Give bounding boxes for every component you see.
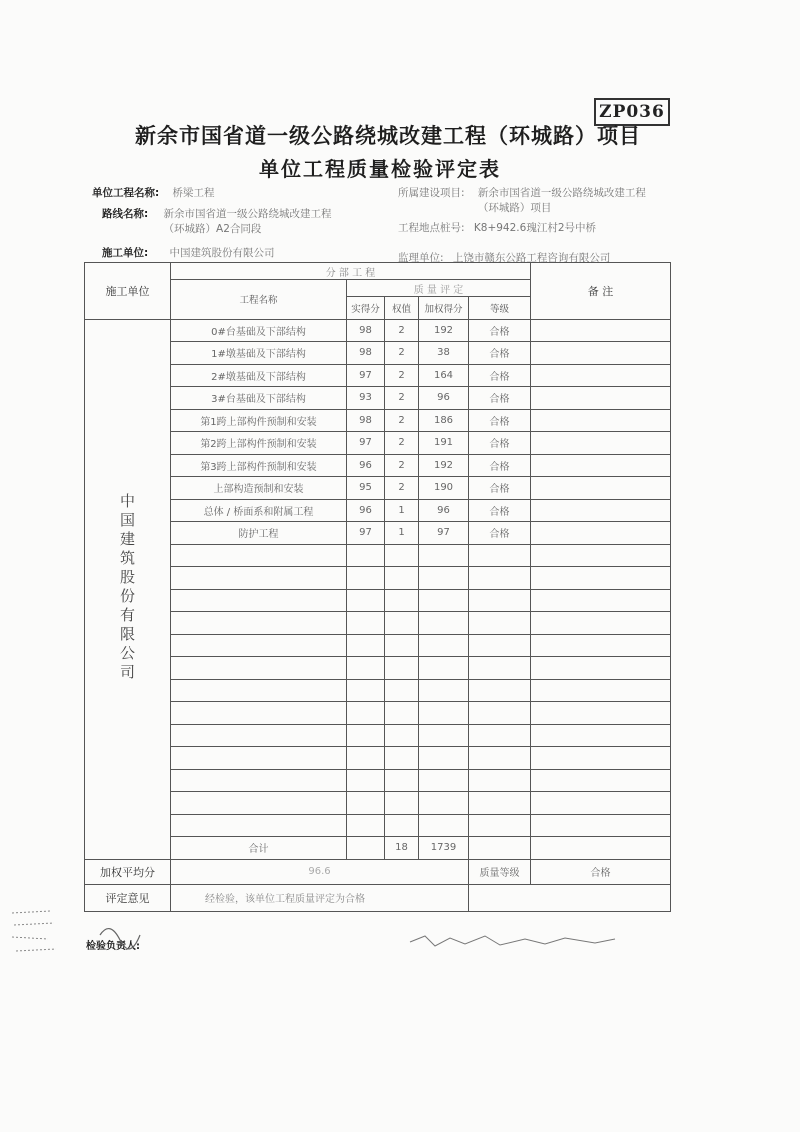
row-grade: 合格 bbox=[469, 499, 531, 522]
row-grade bbox=[469, 747, 531, 770]
row-grade: 合格 bbox=[469, 522, 531, 545]
row-project-name: 第2跨上部构件预制和安装 bbox=[171, 432, 347, 455]
weight-header: 权值 bbox=[385, 297, 419, 320]
table-row bbox=[85, 724, 671, 747]
page-subtitle: 单位工程质量检验评定表 bbox=[259, 157, 501, 181]
margin-scribble bbox=[10, 895, 160, 965]
row-project-name: 2#墩基础及下部结构 bbox=[171, 364, 347, 387]
row-weighted-score bbox=[419, 724, 469, 747]
contractor-label: 施工单位: bbox=[102, 247, 149, 259]
row-weight: 2 bbox=[385, 319, 419, 342]
route-name-value-1: 新余市国省道一级公路绕城改建工程 bbox=[163, 208, 332, 220]
row-grade bbox=[469, 612, 531, 635]
row-score bbox=[347, 724, 385, 747]
row-remarks bbox=[531, 769, 671, 792]
row-weighted-score: 38 bbox=[419, 342, 469, 365]
row-score: 98 bbox=[347, 409, 385, 432]
row-project-name bbox=[171, 702, 347, 725]
table-row bbox=[85, 522, 671, 545]
unit-name-field bbox=[92, 185, 215, 200]
row-project-name bbox=[171, 612, 347, 635]
row-score: 97 bbox=[347, 522, 385, 545]
row-weight: 2 bbox=[385, 387, 419, 410]
unit-name-value: 桥梁工程 bbox=[172, 187, 215, 199]
row-score: 98 bbox=[347, 342, 385, 365]
row-grade: 合格 bbox=[469, 387, 531, 410]
total-label: 合计 bbox=[171, 837, 347, 860]
quality-grade-value: 合格 bbox=[531, 859, 671, 884]
row-score: 97 bbox=[347, 432, 385, 455]
row-project-name: 上部构造预制和安装 bbox=[171, 477, 347, 500]
row-grade bbox=[469, 724, 531, 747]
row-remarks bbox=[531, 409, 671, 432]
page-title: 新余市国省道一级公路绕城改建工程（环城路）项目 bbox=[135, 124, 641, 148]
row-weight: 2 bbox=[385, 342, 419, 365]
row-grade bbox=[469, 814, 531, 837]
row-remarks bbox=[531, 364, 671, 387]
row-weighted-score: 96 bbox=[419, 499, 469, 522]
table-row bbox=[85, 342, 671, 365]
row-project-name: 3#台基础及下部结构 bbox=[171, 387, 347, 410]
row-weight bbox=[385, 769, 419, 792]
row-weighted-score: 192 bbox=[419, 454, 469, 477]
row-grade bbox=[469, 567, 531, 590]
row-weight: 1 bbox=[385, 499, 419, 522]
row-remarks bbox=[531, 792, 671, 815]
supervisor-value: 上饶市赣东公路工程咨询有限公司 bbox=[452, 252, 611, 264]
total-row bbox=[85, 837, 671, 860]
quality-subheader: 质 量 评 定 bbox=[347, 280, 531, 297]
row-weighted-score bbox=[419, 747, 469, 770]
row-remarks bbox=[531, 342, 671, 365]
station-field bbox=[398, 220, 596, 235]
row-weighted-score bbox=[419, 634, 469, 657]
table-row bbox=[85, 544, 671, 567]
row-weight bbox=[385, 747, 419, 770]
row-remarks bbox=[531, 747, 671, 770]
weighted-average-label: 加权平均分 bbox=[85, 859, 171, 884]
row-project-name bbox=[171, 792, 347, 815]
row-remarks bbox=[531, 432, 671, 455]
row-remarks bbox=[531, 387, 671, 410]
project-name-header: 工程名称 bbox=[171, 280, 347, 320]
row-score bbox=[347, 747, 385, 770]
row-score bbox=[347, 567, 385, 590]
table-row bbox=[85, 657, 671, 680]
row-weight: 2 bbox=[385, 409, 419, 432]
grade-header: 等级 bbox=[469, 297, 531, 320]
row-weight bbox=[385, 634, 419, 657]
score-header: 实得分 bbox=[347, 297, 385, 320]
row-weight bbox=[385, 567, 419, 590]
row-project-name: 第1跨上部构件预制和安装 bbox=[171, 409, 347, 432]
row-weighted-score bbox=[419, 567, 469, 590]
row-grade bbox=[469, 792, 531, 815]
row-weight: 1 bbox=[385, 522, 419, 545]
row-remarks bbox=[531, 567, 671, 590]
row-weight bbox=[385, 679, 419, 702]
row-weight bbox=[385, 612, 419, 635]
table-body bbox=[85, 319, 671, 859]
row-project-name bbox=[171, 657, 347, 680]
table-row bbox=[85, 567, 671, 590]
row-remarks bbox=[531, 499, 671, 522]
row-weight bbox=[385, 589, 419, 612]
row-score: 93 bbox=[347, 387, 385, 410]
row-score bbox=[347, 657, 385, 680]
row-weighted-score bbox=[419, 544, 469, 567]
table-row bbox=[85, 409, 671, 432]
total-weight: 18 bbox=[385, 837, 419, 860]
form-code: ZP036 bbox=[594, 98, 670, 126]
quality-table bbox=[84, 262, 671, 912]
row-project-name: 1#墩基础及下部结构 bbox=[171, 342, 347, 365]
assessment-blank bbox=[469, 884, 671, 911]
weighted-score-header: 加权得分 bbox=[419, 297, 469, 320]
unit-name-label: 单位工程名称: bbox=[92, 187, 160, 199]
row-weight: 2 bbox=[385, 364, 419, 387]
row-score bbox=[347, 769, 385, 792]
row-project-name: 第3跨上部构件预制和安装 bbox=[171, 454, 347, 477]
row-remarks bbox=[531, 454, 671, 477]
row-score bbox=[347, 544, 385, 567]
total-remarks bbox=[531, 837, 671, 860]
row-grade bbox=[469, 634, 531, 657]
row-weight bbox=[385, 814, 419, 837]
row-project-name bbox=[171, 747, 347, 770]
row-remarks bbox=[531, 522, 671, 545]
row-grade: 合格 bbox=[469, 454, 531, 477]
row-remarks bbox=[531, 814, 671, 837]
row-weight bbox=[385, 792, 419, 815]
table-row bbox=[85, 814, 671, 837]
row-grade: 合格 bbox=[469, 432, 531, 455]
row-project-name bbox=[171, 724, 347, 747]
weighted-average-value: 96.6 bbox=[171, 859, 469, 884]
row-grade bbox=[469, 702, 531, 725]
station-label: 工程地点桩号: bbox=[398, 222, 465, 234]
row-remarks bbox=[531, 657, 671, 680]
row-score bbox=[347, 702, 385, 725]
row-remarks bbox=[531, 702, 671, 725]
contractor-value: 中国建筑股份有限公司 bbox=[169, 247, 275, 259]
assessment-value: 经检验，该单位工程质量评定为合格 bbox=[171, 884, 469, 911]
row-grade bbox=[469, 769, 531, 792]
row-score: 95 bbox=[347, 477, 385, 500]
row-score bbox=[347, 612, 385, 635]
row-remarks bbox=[531, 319, 671, 342]
row-score bbox=[347, 589, 385, 612]
row-project-name: 防护工程 bbox=[171, 522, 347, 545]
route-name-label: 路线名称: bbox=[102, 208, 149, 220]
row-weight bbox=[385, 702, 419, 725]
row-project-name bbox=[171, 634, 347, 657]
row-remarks bbox=[531, 477, 671, 500]
row-score: 97 bbox=[347, 364, 385, 387]
row-grade bbox=[469, 544, 531, 567]
project-value-1: 新余市国省道一级公路绕城改建工程 bbox=[477, 187, 646, 199]
table-row bbox=[85, 589, 671, 612]
row-grade bbox=[469, 589, 531, 612]
row-weighted-score: 191 bbox=[419, 432, 469, 455]
row-weighted-score bbox=[419, 612, 469, 635]
row-grade: 合格 bbox=[469, 477, 531, 500]
assessment-label: 评定意见 bbox=[85, 884, 171, 911]
row-grade bbox=[469, 657, 531, 680]
row-weighted-score bbox=[419, 792, 469, 815]
table-row bbox=[85, 477, 671, 500]
row-grade: 合格 bbox=[469, 409, 531, 432]
project-value-2: （环城路）项目 bbox=[477, 202, 552, 214]
row-grade: 合格 bbox=[469, 364, 531, 387]
row-grade: 合格 bbox=[469, 342, 531, 365]
row-remarks bbox=[531, 612, 671, 635]
row-project-name bbox=[171, 769, 347, 792]
total-grade bbox=[469, 837, 531, 860]
table-row bbox=[85, 499, 671, 522]
row-score bbox=[347, 679, 385, 702]
row-project-name bbox=[171, 589, 347, 612]
row-score bbox=[347, 634, 385, 657]
row-grade: 合格 bbox=[469, 319, 531, 342]
total-weighted-score: 1739 bbox=[419, 837, 469, 860]
table-row bbox=[85, 634, 671, 657]
row-project-name bbox=[171, 814, 347, 837]
signature-scribble bbox=[405, 930, 625, 952]
row-weight: 2 bbox=[385, 454, 419, 477]
route-name-value-2: （环城路）A2合同段 bbox=[163, 223, 262, 235]
row-remarks bbox=[531, 679, 671, 702]
row-remarks bbox=[531, 544, 671, 567]
contractor-field bbox=[102, 245, 275, 260]
row-project-name: 0#台基础及下部结构 bbox=[171, 319, 347, 342]
row-remarks bbox=[531, 589, 671, 612]
table-row bbox=[85, 364, 671, 387]
row-weighted-score bbox=[419, 589, 469, 612]
table-row bbox=[85, 702, 671, 725]
row-weighted-score bbox=[419, 814, 469, 837]
table-row bbox=[85, 792, 671, 815]
row-remarks bbox=[531, 634, 671, 657]
row-score: 96 bbox=[347, 499, 385, 522]
table-row bbox=[85, 612, 671, 635]
row-score: 96 bbox=[347, 454, 385, 477]
table-row bbox=[85, 747, 671, 770]
row-project-name bbox=[171, 567, 347, 590]
quality-grade-label: 质量等级 bbox=[469, 859, 531, 884]
table-row bbox=[85, 432, 671, 455]
row-weighted-score: 164 bbox=[419, 364, 469, 387]
row-weight: 2 bbox=[385, 432, 419, 455]
row-weighted-score: 186 bbox=[419, 409, 469, 432]
contractor-column-header: 施工单位 bbox=[85, 263, 171, 320]
table-row bbox=[85, 387, 671, 410]
table-row bbox=[85, 454, 671, 477]
row-project-name bbox=[171, 679, 347, 702]
remarks-header: 备 注 bbox=[531, 263, 671, 320]
row-weighted-score bbox=[419, 702, 469, 725]
row-weight: 2 bbox=[385, 477, 419, 500]
project-field bbox=[398, 185, 646, 215]
row-weight bbox=[385, 657, 419, 680]
row-weighted-score: 97 bbox=[419, 522, 469, 545]
contractor-vertical-text: 中国建筑股份有限公司 bbox=[118, 492, 136, 683]
row-weight bbox=[385, 724, 419, 747]
table-row bbox=[85, 679, 671, 702]
row-weighted-score: 192 bbox=[419, 319, 469, 342]
row-score bbox=[347, 814, 385, 837]
row-project-name: 总体 / 桥面系和附属工程 bbox=[171, 499, 347, 522]
row-weighted-score: 190 bbox=[419, 477, 469, 500]
station-value: K8+942.6瑰江村2号中桥 bbox=[473, 222, 596, 234]
row-score: 98 bbox=[347, 319, 385, 342]
row-weighted-score: 96 bbox=[419, 387, 469, 410]
inspector-label: 检验负责人: bbox=[86, 941, 140, 952]
supervisor-label: 监理单位: bbox=[398, 252, 444, 264]
total-score bbox=[347, 837, 385, 860]
row-project-name bbox=[171, 544, 347, 567]
project-label: 所属建设项目: bbox=[398, 187, 465, 199]
table-row bbox=[85, 769, 671, 792]
row-score bbox=[347, 792, 385, 815]
sub-project-group-header: 分 部 工 程 bbox=[171, 263, 531, 280]
row-grade bbox=[469, 679, 531, 702]
contractor-vertical-cell bbox=[85, 319, 171, 859]
row-weight bbox=[385, 544, 419, 567]
route-name-field bbox=[102, 206, 332, 236]
row-weighted-score bbox=[419, 657, 469, 680]
table-row bbox=[85, 319, 671, 342]
row-remarks bbox=[531, 724, 671, 747]
row-weighted-score bbox=[419, 679, 469, 702]
row-weighted-score bbox=[419, 769, 469, 792]
